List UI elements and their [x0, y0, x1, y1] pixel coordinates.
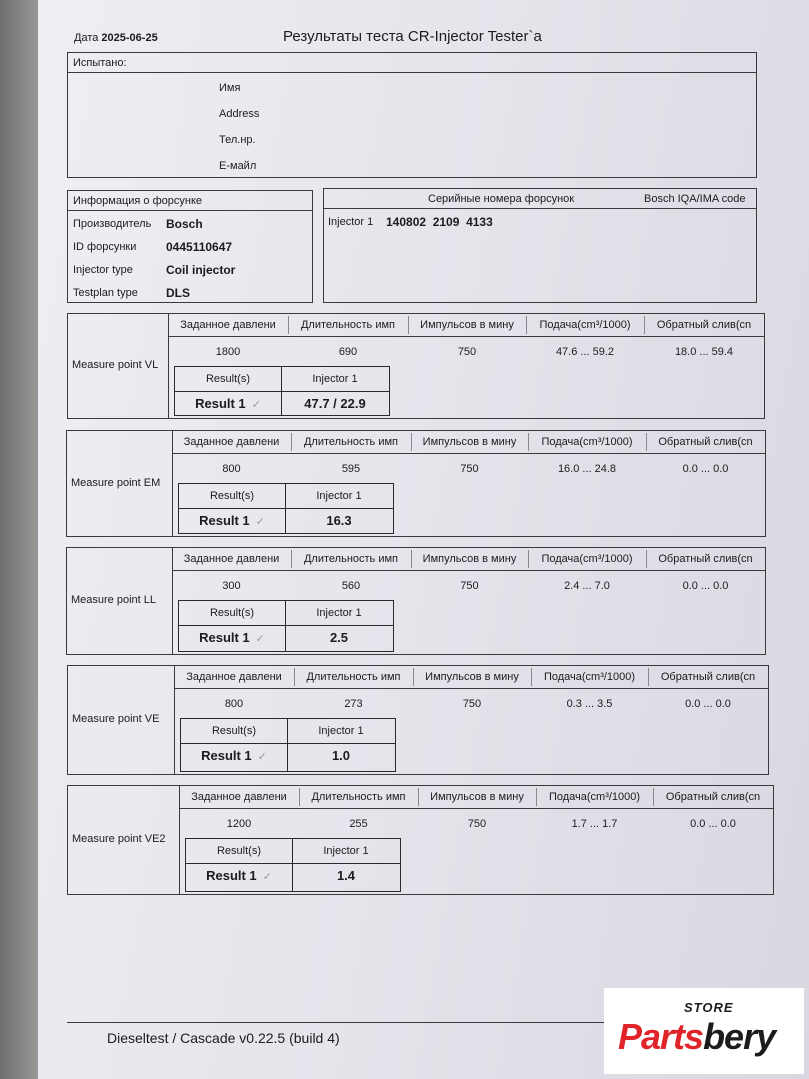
- delivery-header: Подача(cm³/1000): [548, 791, 641, 803]
- testplan-type-value: DLS: [166, 286, 190, 300]
- manufacturer-label: Производитель: [73, 218, 152, 230]
- delivery-header: Подача(cm³/1000): [541, 553, 633, 565]
- return-flow-header: Обратный слив(cn: [660, 671, 756, 683]
- name-field-label: Имя: [219, 82, 241, 94]
- delivery-header: Подача(cm³/1000): [539, 319, 631, 331]
- logo-brand-red: Parts: [618, 1016, 704, 1057]
- injector-header: Injector 1: [316, 490, 362, 502]
- pulse-duration-value: 595: [341, 463, 361, 475]
- logo-store-text: STORE: [684, 1000, 734, 1015]
- injector-type-label: Injector type: [73, 264, 133, 276]
- divider: [644, 316, 645, 334]
- pulses-per-minute-value: 750: [460, 580, 479, 592]
- pulses-per-minute-header: Импульсов в мину: [422, 553, 517, 565]
- phone-field-label: Тел.нр.: [219, 134, 256, 146]
- delivery-value: 16.0 ... 24.8: [557, 463, 617, 475]
- testplan-type-label: Testplan type: [73, 287, 138, 299]
- checkmark-icon: ✓: [255, 516, 265, 528]
- divider: [648, 668, 649, 686]
- divider: [526, 316, 527, 334]
- pulses-per-minute-value: 750: [457, 346, 477, 358]
- divider: [179, 808, 773, 809]
- result-label-header: Result(s): [209, 607, 254, 619]
- pulse-duration-header: Длительность имп: [303, 436, 398, 448]
- tested-section: [67, 52, 757, 178]
- return-flow-value: 18.0 ... 59.4: [674, 346, 734, 358]
- return-flow-header: Обратный слив(cn: [658, 436, 753, 448]
- result-value: 47.7 / 22.9: [304, 396, 366, 411]
- divider: [411, 433, 412, 451]
- divider: [528, 433, 529, 451]
- result-row-label: [179, 625, 285, 650]
- pressure-value: 300: [222, 580, 241, 592]
- pulses-per-minute-header: Импульсов в мину: [420, 319, 514, 331]
- pressure-value: 1800: [215, 346, 241, 358]
- injector-header: Injector 1: [316, 607, 362, 619]
- measure-point-block: [67, 665, 769, 775]
- result-label-header: Result(s): [205, 373, 250, 385]
- date-value: 2025-06-25: [101, 32, 158, 44]
- divider: [653, 788, 654, 806]
- tested-title: Испытано:: [73, 57, 127, 69]
- measure-point-name: Measure point EM: [71, 477, 161, 489]
- divider: [174, 666, 175, 774]
- divider: [291, 550, 292, 568]
- pulse-duration-value: 255: [349, 818, 368, 830]
- footer-divider: [67, 1022, 627, 1023]
- delivery-value: 0.3 ... 3.5: [566, 698, 613, 710]
- divider: [531, 668, 532, 686]
- divider: [294, 668, 295, 686]
- return-flow-header: Обратный слив(cn: [665, 791, 761, 803]
- measure-point-block: [66, 430, 766, 537]
- checkmark-icon: ✓: [262, 871, 272, 883]
- measure-point-block: [67, 313, 765, 419]
- pulses-per-minute-value: 750: [467, 818, 487, 830]
- return-flow-value: 0.0 ... 0.0: [682, 580, 729, 592]
- pressure-header: Заданное давлени: [186, 671, 282, 683]
- measure-point-name: Measure point VE2: [72, 833, 166, 845]
- divider: [411, 550, 412, 568]
- return-flow-value: 0.0 ... 0.0: [690, 818, 736, 830]
- pulse-duration-value: 560: [341, 580, 361, 592]
- injector-info-section: [67, 190, 313, 303]
- pressure-value: 1200: [226, 818, 252, 830]
- measure-point-block: [67, 785, 774, 895]
- result-row-label-text: Result 1: [199, 630, 250, 645]
- divider: [174, 688, 768, 689]
- divider: [172, 431, 173, 536]
- divider: [172, 548, 173, 654]
- software-version: Dieseltest / Cascade v0.22.5 (build 4): [107, 1030, 340, 1046]
- result-value: 2.5: [329, 630, 349, 645]
- manufacturer-value: Bosch: [166, 217, 203, 231]
- injector-header: Injector 1: [312, 373, 358, 385]
- result-row-label-text: Result 1: [201, 748, 252, 763]
- divider: [536, 788, 537, 806]
- result-table: [180, 718, 396, 772]
- divider: [646, 550, 647, 568]
- injector-info-title: Информация о форсунке: [73, 195, 202, 207]
- measure-point-name: Measure point VE: [72, 713, 160, 725]
- report-title: Результаты теста CR-Injector Tester`a: [283, 28, 542, 45]
- checkmark-icon: ✓: [257, 751, 267, 763]
- pulse-duration-value: 273: [344, 698, 363, 710]
- return-flow-header: Обратный слив(cn: [658, 553, 753, 565]
- divider: [168, 314, 169, 418]
- divider: [68, 72, 756, 73]
- divider: [299, 788, 300, 806]
- delivery-value: 47.6 ... 59.2: [555, 346, 615, 358]
- logo-brand-black: bery: [703, 1016, 776, 1057]
- checkmark-icon: ✓: [251, 399, 261, 411]
- pressure-value: 800: [222, 463, 241, 475]
- divider: [413, 668, 414, 686]
- divider: [172, 453, 765, 454]
- pulse-duration-value: 690: [338, 346, 358, 358]
- divider: [324, 208, 756, 209]
- result-row-label-text: Result 1: [195, 396, 246, 411]
- pulses-per-minute-header: Импульсов в мину: [425, 671, 519, 683]
- divider: [179, 786, 180, 894]
- delivery-value: 2.4 ... 7.0: [564, 580, 610, 592]
- pulses-per-minute-header: Импульсов в мину: [430, 791, 524, 803]
- report-date: [74, 32, 158, 44]
- checkmark-icon: ✓: [255, 633, 265, 645]
- delivery-value: 1.7 ... 1.7: [571, 818, 618, 830]
- injector-header: Injector 1: [323, 845, 369, 857]
- result-label-header: Result(s): [209, 490, 254, 502]
- divider: [168, 336, 764, 337]
- pulse-duration-header: Длительность имп: [303, 553, 398, 565]
- serials-title: Серийные номера форсунок: [428, 193, 575, 205]
- result-table: [174, 366, 390, 416]
- delivery-header: Подача(cm³/1000): [541, 436, 633, 448]
- injector-id-label: ID форсунки: [73, 241, 137, 253]
- serials-section: [323, 188, 757, 303]
- result-row-label: [181, 743, 287, 768]
- pulses-per-minute-header: Импульсов в мину: [422, 436, 517, 448]
- divider: [418, 788, 419, 806]
- result-label-header: Result(s): [211, 725, 256, 737]
- partsbery-logo: [604, 988, 804, 1074]
- serial-number: 140802 2109 4133: [386, 215, 493, 229]
- measure-point-block: [66, 547, 766, 655]
- divider: [528, 550, 529, 568]
- return-flow-value: 0.0 ... 0.0: [682, 463, 729, 475]
- pulse-duration-header: Длительность имп: [306, 671, 401, 683]
- address-field-label: Address: [219, 108, 260, 120]
- serial-injector-label: Injector 1: [328, 216, 374, 228]
- result-row-label-text: Result 1: [206, 868, 257, 883]
- pulses-per-minute-value: 750: [460, 463, 479, 475]
- result-row-label-text: Result 1: [199, 513, 250, 528]
- result-value: 1.4: [336, 868, 356, 883]
- injector-header: Injector 1: [318, 725, 364, 737]
- pulse-duration-header: Длительность имп: [311, 791, 406, 803]
- return-flow-value: 0.0 ... 0.0: [685, 698, 731, 710]
- pressure-header: Заданное давлени: [183, 553, 280, 565]
- divider: [291, 433, 292, 451]
- injector-type-value: Coil injector: [166, 263, 236, 277]
- logo-brand: [618, 1016, 775, 1058]
- result-table: [178, 600, 394, 652]
- result-row-label: [175, 391, 281, 416]
- photo-background: [0, 0, 38, 1079]
- return-flow-header: Обратный слив(cn: [656, 319, 752, 331]
- result-table: [178, 483, 394, 534]
- delivery-header: Подача(cm³/1000): [543, 671, 636, 683]
- iqa-code-title: Bosch IQA/IMA code: [644, 193, 746, 205]
- result-value: 16.3: [326, 513, 352, 528]
- pressure-header: Заданное давлени: [191, 791, 287, 803]
- pressure-header: Заданное давлени: [180, 319, 276, 331]
- injector-id-value: 0445110647: [166, 240, 233, 254]
- divider: [68, 210, 312, 211]
- email-field-label: E-майл: [219, 160, 257, 172]
- measure-point-name: Measure point LL: [71, 594, 156, 606]
- result-row-label: [186, 863, 292, 888]
- divider: [408, 316, 409, 334]
- result-row-label: [179, 508, 285, 533]
- pressure-header: Заданное давлени: [183, 436, 280, 448]
- divider: [172, 570, 765, 571]
- measure-point-name: Measure point VL: [72, 359, 159, 371]
- result-value: 1.0: [331, 748, 351, 763]
- pulses-per-minute-value: 750: [462, 698, 482, 710]
- date-label: Дата: [74, 32, 99, 44]
- pressure-value: 800: [224, 698, 244, 710]
- result-table: [185, 838, 401, 892]
- divider: [646, 433, 647, 451]
- divider: [288, 316, 289, 334]
- result-label-header: Result(s): [216, 845, 261, 857]
- pulse-duration-header: Длительность имп: [300, 319, 395, 331]
